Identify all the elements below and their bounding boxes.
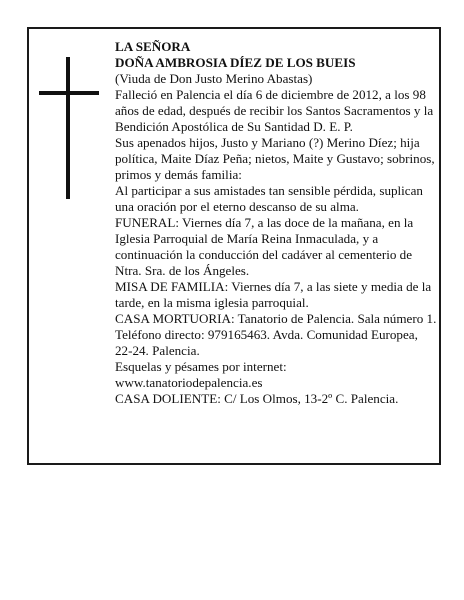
deceased-honorific: LA SEÑORA bbox=[115, 39, 191, 54]
latin-cross-icon bbox=[39, 57, 99, 199]
online-condolences: Esquelas y pésames por internet: www.tanatoriodepalencia.es bbox=[115, 359, 287, 390]
cross-horizontal-bar bbox=[39, 91, 99, 95]
notice-text bbox=[115, 39, 437, 407]
death-announcement: Falleció en Palencia el día 6 de diciembre de 2012, a los 98 años de edad, después de recibir los Santos Sacramentos y la Bendición Apostólica de Su Santidad D. E. P. bbox=[115, 87, 434, 134]
family-members: Sus apenados hijos, Justo y Mariano (?) Merino Díez; hija política, Maite Díaz Peña; nietos, Maite y Gustavo; sobrinos, primos y demás familia: bbox=[115, 135, 435, 182]
cross-vertical-bar bbox=[66, 57, 70, 199]
widow-of-line: (Viuda de Don Justo Merino Abastas) bbox=[115, 71, 313, 86]
mourning-house-details: CASA DOLIENTE: C/ Los Olmos, 13-2º C. Palencia. bbox=[115, 391, 399, 406]
funeral-home-details: CASA MORTUORIA: Tanatorio de Palencia. Sala número 1. Teléfono directo: 979165463. Avda. Comunidad Europea, 22-24. Palencia. bbox=[115, 311, 437, 358]
funeral-details: FUNERAL: Viernes día 7, a las doce de la mañana, en la Iglesia Parroquial de María Reina Inmaculada, y a continuación la conducción del cadáver al cementerio de Ntra. Sra. de los Ángeles. bbox=[115, 215, 414, 278]
obituary-notice bbox=[27, 27, 441, 465]
prayer-request: Al participar a sus amistades tan sensible pérdida, suplican una oración por el eterno descanso de su alma. bbox=[115, 183, 423, 214]
family-mass-details: MISA DE FAMILIA: Viernes día 7, a las siete y media de la tarde, en la misma iglesia parroquial. bbox=[115, 279, 432, 310]
deceased-name: DOÑA AMBROSIA DÍEZ DE LOS BUEIS bbox=[115, 55, 356, 70]
